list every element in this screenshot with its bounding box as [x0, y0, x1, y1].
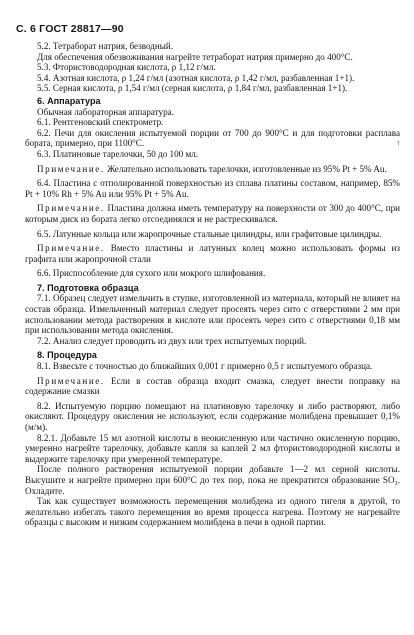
paragraph	[25, 293, 400, 335]
paragraph	[25, 83, 400, 94]
paragraph	[25, 117, 400, 128]
paragraph-text: 8. Процедура	[37, 350, 97, 361]
paragraph	[25, 496, 400, 528]
paragraph-text: Пластина должна иметь температуру на поверхности от 300 до 400°С, при которым диск из бората легко отсоединялся и не растрескивался.	[25, 203, 400, 224]
page-header: С. 6 ГОСТ 28817—90	[16, 23, 124, 35]
paragraph	[25, 128, 400, 149]
paragraph-text: 5.3. Фтористоводородная кислота, ρ 1,12 г/мл.	[37, 62, 216, 73]
paragraph	[25, 178, 400, 199]
paragraph-text: 5.5. Серная кислота, ρ 1,54 г/мл (серная кислота, ρ 1,84 г/мл, разбавленная 1+1).	[37, 83, 348, 94]
paragraph-text: 6.4. Пластина с отполированной поверхностью из сплава платины составом, например, 85% Pt + 10% Rh + 5% Au или 95% Pt + 5% Au.	[25, 178, 400, 199]
note-paragraph	[25, 243, 400, 264]
paragraph-text: 6. Аппаратура	[37, 95, 101, 106]
paragraph-text: 7.1. Образец следует измельчить в ступке, изготовленной из материала, который не влияет на состав образца. Измельченный материал следует просеять через сито с отверстиями 2 мм при использовании метода растворения в кислоте или просеять через сито с отверстиями 0,18 мм при использовании метода окисления.	[25, 293, 400, 336]
paragraph-text: 6.5. Латунные кольца или жаропрочные стальные цилиндры, или графитовые цилиндры.	[37, 228, 382, 239]
margin-mark: ↑	[396, 138, 401, 148]
paragraph-text: Желательно использовать тарелочки, изготовленные из 95% Pt + 5% Au.	[107, 163, 387, 174]
paragraph-text: 6.3. Платиновые тарелочки, 50 до 100 мл.	[37, 148, 199, 159]
paragraph-text: Если в состав образца входит смазка, следует внести поправку на содержание смазки	[25, 375, 400, 397]
paragraph-text: 8.1. Взвесьте с точностью до ближайших 0,001 г примерно 0,5 г испытуемого образца.	[37, 361, 373, 372]
paragraph	[25, 107, 400, 118]
paragraph	[25, 73, 400, 84]
paragraph-text: 6.1. Рентгеновский спектрометр.	[37, 117, 164, 128]
paragraph	[25, 433, 400, 465]
paragraph	[25, 41, 400, 52]
paragraph-text: Вместо пластины и латунных колец можно использовать формы из графита или жаропрочной стали	[25, 243, 400, 264]
note-label: Примечание.	[37, 203, 105, 214]
paragraph	[25, 268, 400, 279]
paragraph-text: 7.2. Анализ следует проводить из двух или трех испытуемых порций.	[37, 335, 307, 346]
note-label: Примечание.	[37, 163, 105, 174]
paragraph	[25, 464, 400, 496]
note-paragraph	[25, 164, 400, 175]
paragraph	[25, 52, 400, 63]
paragraph-text: Для обеспечения обезвоживания нагрейте тетраборат натрия примерно до 400°С.	[37, 51, 353, 62]
document-body	[25, 41, 400, 528]
paragraph-text: 5.4. Азотная кислота, ρ 1,24 г/мл (азотная кислота, ρ 1,42 г/мл, разбавленная 1+1).	[37, 72, 355, 83]
paragraph-text: 7. Подготовка образца	[37, 282, 139, 293]
section-heading	[25, 350, 400, 361]
paragraph	[25, 149, 400, 160]
note-paragraph	[25, 203, 400, 224]
paragraph	[25, 401, 400, 433]
paragraph-text: Обычная лабораторная аппаратура.	[37, 106, 174, 117]
note-label: Примечание.	[37, 375, 105, 386]
section-heading	[25, 283, 400, 294]
note-paragraph	[25, 376, 400, 397]
paragraph-text: 6.2. Печи для окисления испытуемой порции от 700 до 900°С и для подготовки расплава бората, примерно, при 1100°С.	[25, 127, 400, 149]
note-label: Примечание.	[37, 243, 105, 254]
paragraph-text: 5.2. Тетраборат натрия, безводный.	[37, 41, 173, 51]
section-heading	[25, 96, 400, 107]
paragraph-text: 8.2.1. Добавьте 15 мл азотной кислоты в неокисленную или частично окисленную порцию, умеренно нагрейте тарелочку, добавьте капля за каплей 2 мл фтористоводородной кислоты и выдержите тарелочку при умеренной температуре.	[25, 432, 400, 464]
paragraph-text: 6.6. Приспособление для сухого или мокрого шлифования.	[37, 268, 266, 279]
paragraph	[25, 229, 400, 240]
paragraph-text: Так как существует возможность перемещения молибдена из одного тигеля в другой, то желательно избегать такого перемещения во время процесса нагрева. Поэтому не нагревайте образцы с высоким и низким содержанием молибдена в печи в одной партии.	[25, 496, 400, 528]
paragraph-text: 8.2. Испытуемую порцию помещают на платиновую тарелочку и либо растворяют, либо окисляют. Процедуру окисления не используют, если содержание молибдена превышает 0,1% (м/м).	[25, 400, 400, 432]
paragraph	[25, 62, 400, 73]
paragraph-text: После полного растворения испытуемой порции добавьте 1—2 мл серной кислоты. Высушите и нагрейте примерно при 600°С до тех пор, пока не прекратится образование SO₃. Охладите.	[25, 464, 400, 496]
paragraph	[25, 336, 400, 347]
paragraph	[25, 361, 400, 372]
